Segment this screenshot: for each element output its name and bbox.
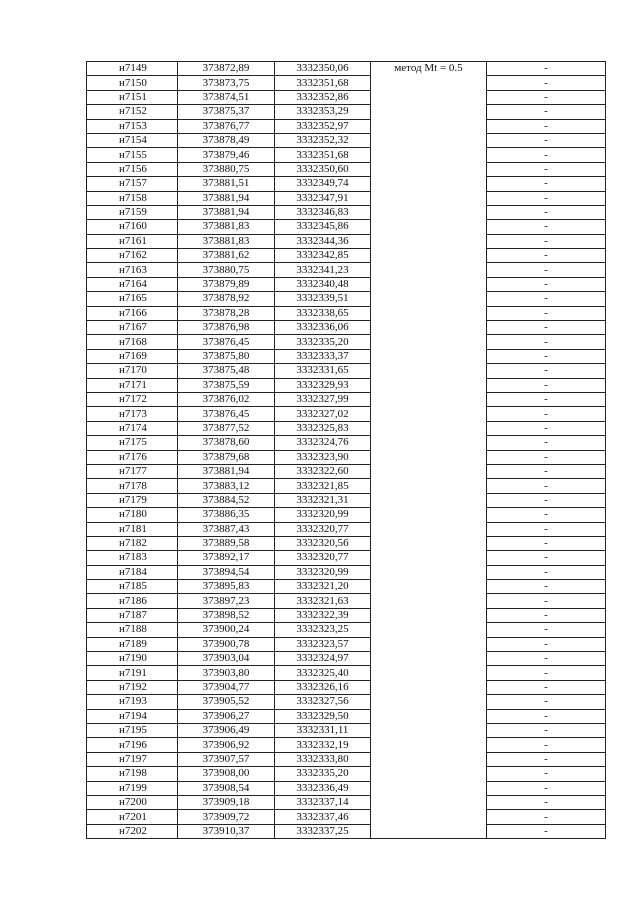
dash-cell: - [487, 464, 606, 478]
table-row [87, 421, 606, 435]
point-id-cell: н7165 [87, 292, 178, 306]
x-coordinate-cell: 373881,94 [178, 464, 275, 478]
table-row [87, 191, 606, 205]
y-coordinate-cell: 3332325,40 [275, 666, 371, 680]
y-coordinate-cell: 3332327,99 [275, 392, 371, 406]
x-coordinate-cell: 373908,00 [178, 767, 275, 781]
dash-cell: - [487, 623, 606, 637]
x-coordinate-cell: 373878,60 [178, 436, 275, 450]
x-coordinate-cell: 373881,51 [178, 177, 275, 191]
table-row [87, 738, 606, 752]
point-id-cell: н7171 [87, 378, 178, 392]
y-coordinate-cell: 3332337,46 [275, 810, 371, 824]
dash-cell: - [487, 709, 606, 723]
point-id-cell: н7201 [87, 810, 178, 824]
x-coordinate-cell: 373878,28 [178, 306, 275, 320]
x-coordinate-cell: 373878,49 [178, 133, 275, 147]
table-row [87, 407, 606, 421]
x-coordinate-cell: 373879,46 [178, 148, 275, 162]
dash-cell: - [487, 695, 606, 709]
point-id-cell: н7179 [87, 493, 178, 507]
table-row [87, 767, 606, 781]
table-row [87, 392, 606, 406]
y-coordinate-cell: 3332339,51 [275, 292, 371, 306]
x-coordinate-cell: 373906,92 [178, 738, 275, 752]
table-row [87, 652, 606, 666]
dash-cell: - [487, 234, 606, 248]
table-row [87, 119, 606, 133]
table-row [87, 752, 606, 766]
x-coordinate-cell: 373900,24 [178, 623, 275, 637]
x-coordinate-cell: 373879,68 [178, 450, 275, 464]
table-row [87, 781, 606, 795]
x-coordinate-cell: 373907,57 [178, 752, 275, 766]
x-coordinate-cell: 373878,92 [178, 292, 275, 306]
y-coordinate-cell: 3332351,68 [275, 76, 371, 90]
dash-cell: - [487, 177, 606, 191]
y-coordinate-cell: 3332327,56 [275, 695, 371, 709]
point-id-cell: н7167 [87, 321, 178, 335]
point-id-cell: н7162 [87, 249, 178, 263]
point-id-cell: н7158 [87, 191, 178, 205]
point-id-cell: н7154 [87, 133, 178, 147]
x-coordinate-cell: 373900,78 [178, 637, 275, 651]
dash-cell: - [487, 119, 606, 133]
y-coordinate-cell: 3332333,80 [275, 752, 371, 766]
point-id-cell: н7184 [87, 565, 178, 579]
y-coordinate-cell: 3332322,39 [275, 608, 371, 622]
point-id-cell: н7196 [87, 738, 178, 752]
point-id-cell: н7174 [87, 421, 178, 435]
y-coordinate-cell: 3332323,25 [275, 623, 371, 637]
point-id-cell: н7176 [87, 450, 178, 464]
table-row [87, 810, 606, 824]
x-coordinate-cell: 373881,83 [178, 234, 275, 248]
x-coordinate-cell: 373894,54 [178, 565, 275, 579]
x-coordinate-cell: 373906,49 [178, 723, 275, 737]
y-coordinate-cell: 3332325,83 [275, 421, 371, 435]
x-coordinate-cell: 373876,45 [178, 335, 275, 349]
table-row [87, 90, 606, 104]
point-id-cell: н7192 [87, 680, 178, 694]
table-row [87, 220, 606, 234]
point-id-cell: н7181 [87, 522, 178, 536]
dash-cell: - [487, 407, 606, 421]
dash-cell: - [487, 594, 606, 608]
point-id-cell: н7185 [87, 580, 178, 594]
dash-cell: - [487, 277, 606, 291]
y-coordinate-cell: 3332320,99 [275, 508, 371, 522]
dash-cell: - [487, 637, 606, 651]
x-coordinate-cell: 373877,52 [178, 421, 275, 435]
point-id-cell: н7173 [87, 407, 178, 421]
y-coordinate-cell: 3332345,86 [275, 220, 371, 234]
x-coordinate-cell: 373881,62 [178, 249, 275, 263]
table-row [87, 277, 606, 291]
dash-cell: - [487, 76, 606, 90]
dash-cell: - [487, 565, 606, 579]
point-id-cell: н7188 [87, 623, 178, 637]
x-coordinate-cell: 373889,58 [178, 536, 275, 550]
point-id-cell: н7186 [87, 594, 178, 608]
table-row [87, 623, 606, 637]
x-coordinate-cell: 373903,80 [178, 666, 275, 680]
coordinates-sheet [86, 61, 605, 839]
table-row [87, 436, 606, 450]
x-coordinate-cell: 373883,12 [178, 479, 275, 493]
y-coordinate-cell: 3332321,31 [275, 493, 371, 507]
dash-cell: - [487, 133, 606, 147]
y-coordinate-cell: 3332323,57 [275, 637, 371, 651]
point-id-cell: н7183 [87, 551, 178, 565]
dash-cell: - [487, 263, 606, 277]
point-id-cell: н7175 [87, 436, 178, 450]
x-coordinate-cell: 373880,75 [178, 162, 275, 176]
dash-cell: - [487, 349, 606, 363]
table-row [87, 522, 606, 536]
x-coordinate-cell: 373909,72 [178, 810, 275, 824]
table-row [87, 723, 606, 737]
dash-cell: - [487, 378, 606, 392]
y-coordinate-cell: 3332332,19 [275, 738, 371, 752]
dash-cell: - [487, 90, 606, 104]
dash-cell: - [487, 450, 606, 464]
x-coordinate-cell: 373906,27 [178, 709, 275, 723]
y-coordinate-cell: 3332326,16 [275, 680, 371, 694]
table-row [87, 695, 606, 709]
point-id-cell: н7189 [87, 637, 178, 651]
y-coordinate-cell: 3332321,63 [275, 594, 371, 608]
point-id-cell: н7180 [87, 508, 178, 522]
y-coordinate-cell: 3332346,83 [275, 205, 371, 219]
dash-cell: - [487, 522, 606, 536]
y-coordinate-cell: 3332336,49 [275, 781, 371, 795]
dash-cell: - [487, 162, 606, 176]
y-coordinate-cell: 3332336,06 [275, 321, 371, 335]
dash-cell: - [487, 508, 606, 522]
table-row [87, 551, 606, 565]
y-coordinate-cell: 3332340,48 [275, 277, 371, 291]
dash-cell: - [487, 608, 606, 622]
x-coordinate-cell: 373884,52 [178, 493, 275, 507]
y-coordinate-cell: 3332344,36 [275, 234, 371, 248]
dash-cell: - [487, 436, 606, 450]
y-coordinate-cell: 3332320,77 [275, 551, 371, 565]
y-coordinate-cell: 3332321,20 [275, 580, 371, 594]
dash-cell: - [487, 421, 606, 435]
dash-cell: - [487, 335, 606, 349]
y-coordinate-cell: 3332352,32 [275, 133, 371, 147]
dash-cell: - [487, 479, 606, 493]
point-id-cell: н7170 [87, 364, 178, 378]
table-row [87, 709, 606, 723]
dash-cell: - [487, 580, 606, 594]
x-coordinate-cell: 373875,80 [178, 349, 275, 363]
y-coordinate-cell: 3332337,25 [275, 824, 371, 838]
y-coordinate-cell: 3332320,99 [275, 565, 371, 579]
dash-cell: - [487, 723, 606, 737]
coordinates-table [86, 61, 606, 839]
point-id-cell: н7153 [87, 119, 178, 133]
x-coordinate-cell: 373876,45 [178, 407, 275, 421]
x-coordinate-cell: 373872,89 [178, 62, 275, 76]
table-row [87, 349, 606, 363]
dash-cell: - [487, 191, 606, 205]
dash-cell: - [487, 205, 606, 219]
point-id-cell: н7191 [87, 666, 178, 680]
y-coordinate-cell: 3332342,85 [275, 249, 371, 263]
point-id-cell: н7166 [87, 306, 178, 320]
dash-cell: - [487, 306, 606, 320]
x-coordinate-cell: 373881,94 [178, 191, 275, 205]
x-coordinate-cell: 373875,48 [178, 364, 275, 378]
x-coordinate-cell: 373879,89 [178, 277, 275, 291]
table-row [87, 594, 606, 608]
table-row [87, 378, 606, 392]
table-row [87, 824, 606, 838]
point-id-cell: н7160 [87, 220, 178, 234]
y-coordinate-cell: 3332352,97 [275, 119, 371, 133]
dash-cell: - [487, 795, 606, 809]
point-id-cell: н7169 [87, 349, 178, 363]
dash-cell: - [487, 680, 606, 694]
y-coordinate-cell: 3332347,91 [275, 191, 371, 205]
dash-cell: - [487, 666, 606, 680]
point-id-cell: н7194 [87, 709, 178, 723]
point-id-cell: н7197 [87, 752, 178, 766]
point-id-cell: н7195 [87, 723, 178, 737]
point-id-cell: н7155 [87, 148, 178, 162]
dash-cell: - [487, 62, 606, 76]
dash-cell: - [487, 824, 606, 838]
dash-cell: - [487, 738, 606, 752]
point-id-cell: н7178 [87, 479, 178, 493]
point-id-cell: н7202 [87, 824, 178, 838]
table-row [87, 234, 606, 248]
x-coordinate-cell: 373876,02 [178, 392, 275, 406]
x-coordinate-cell: 373886,35 [178, 508, 275, 522]
point-id-cell: н7200 [87, 795, 178, 809]
x-coordinate-cell: 373887,43 [178, 522, 275, 536]
table-row [87, 335, 606, 349]
point-id-cell: н7164 [87, 277, 178, 291]
dash-cell: - [487, 551, 606, 565]
dash-cell: - [487, 364, 606, 378]
table-row [87, 565, 606, 579]
y-coordinate-cell: 3332323,90 [275, 450, 371, 464]
y-coordinate-cell: 3332320,56 [275, 536, 371, 550]
point-id-cell: н7152 [87, 105, 178, 119]
table-row [87, 608, 606, 622]
x-coordinate-cell: 373904,77 [178, 680, 275, 694]
table-row [87, 205, 606, 219]
point-id-cell: н7156 [87, 162, 178, 176]
x-coordinate-cell: 373892,17 [178, 551, 275, 565]
dash-cell: - [487, 292, 606, 306]
point-id-cell: н7193 [87, 695, 178, 709]
y-coordinate-cell: 3332335,20 [275, 335, 371, 349]
method-cell: метод Mt = 0.5 [371, 62, 487, 839]
y-coordinate-cell: 3332331,11 [275, 723, 371, 737]
x-coordinate-cell: 373908,54 [178, 781, 275, 795]
table-row [87, 795, 606, 809]
dash-cell: - [487, 810, 606, 824]
y-coordinate-cell: 3332329,93 [275, 378, 371, 392]
y-coordinate-cell: 3332349,74 [275, 177, 371, 191]
table-row [87, 580, 606, 594]
dash-cell: - [487, 105, 606, 119]
table-row [87, 508, 606, 522]
y-coordinate-cell: 3332352,86 [275, 90, 371, 104]
x-coordinate-cell: 373876,98 [178, 321, 275, 335]
point-id-cell: н7198 [87, 767, 178, 781]
table-row [87, 105, 606, 119]
table-row [87, 321, 606, 335]
y-coordinate-cell: 3332335,20 [275, 767, 371, 781]
point-id-cell: н7159 [87, 205, 178, 219]
y-coordinate-cell: 3332324,97 [275, 652, 371, 666]
point-id-cell: н7149 [87, 62, 178, 76]
dash-cell: - [487, 249, 606, 263]
point-id-cell: н7187 [87, 608, 178, 622]
table-row [87, 637, 606, 651]
x-coordinate-cell: 373880,75 [178, 263, 275, 277]
x-coordinate-cell: 373895,83 [178, 580, 275, 594]
dash-cell: - [487, 536, 606, 550]
point-id-cell: н7199 [87, 781, 178, 795]
table-row [87, 133, 606, 147]
point-id-cell: н7168 [87, 335, 178, 349]
coordinates-table-body [87, 62, 606, 839]
dash-cell: - [487, 752, 606, 766]
x-coordinate-cell: 373910,37 [178, 824, 275, 838]
table-row [87, 62, 606, 76]
x-coordinate-cell: 373897,23 [178, 594, 275, 608]
y-coordinate-cell: 3332337,14 [275, 795, 371, 809]
point-id-cell: н7172 [87, 392, 178, 406]
dash-cell: - [487, 148, 606, 162]
point-id-cell: н7182 [87, 536, 178, 550]
x-coordinate-cell: 373905,52 [178, 695, 275, 709]
point-id-cell: н7151 [87, 90, 178, 104]
table-row [87, 148, 606, 162]
dash-cell: - [487, 767, 606, 781]
y-coordinate-cell: 3332338,65 [275, 306, 371, 320]
table-row [87, 536, 606, 550]
y-coordinate-cell: 3332322,60 [275, 464, 371, 478]
point-id-cell: н7150 [87, 76, 178, 90]
table-row [87, 292, 606, 306]
table-row [87, 306, 606, 320]
table-row [87, 249, 606, 263]
table-row [87, 364, 606, 378]
point-id-cell: н7163 [87, 263, 178, 277]
dash-cell: - [487, 781, 606, 795]
x-coordinate-cell: 373874,51 [178, 90, 275, 104]
x-coordinate-cell: 373881,83 [178, 220, 275, 234]
x-coordinate-cell: 373873,75 [178, 76, 275, 90]
y-coordinate-cell: 3332350,60 [275, 162, 371, 176]
table-row [87, 464, 606, 478]
table-row [87, 162, 606, 176]
table-row [87, 479, 606, 493]
x-coordinate-cell: 373875,59 [178, 378, 275, 392]
point-id-cell: н7161 [87, 234, 178, 248]
dash-cell: - [487, 321, 606, 335]
table-row [87, 76, 606, 90]
y-coordinate-cell: 3332329,50 [275, 709, 371, 723]
y-coordinate-cell: 3332333,37 [275, 349, 371, 363]
table-row [87, 680, 606, 694]
point-id-cell: н7177 [87, 464, 178, 478]
point-id-cell: н7157 [87, 177, 178, 191]
y-coordinate-cell: 3332351,68 [275, 148, 371, 162]
x-coordinate-cell: 373903,04 [178, 652, 275, 666]
x-coordinate-cell: 373909,18 [178, 795, 275, 809]
y-coordinate-cell: 3332350,06 [275, 62, 371, 76]
y-coordinate-cell: 3332353,29 [275, 105, 371, 119]
y-coordinate-cell: 3332341,23 [275, 263, 371, 277]
dash-cell: - [487, 220, 606, 234]
x-coordinate-cell: 373875,37 [178, 105, 275, 119]
dash-cell: - [487, 652, 606, 666]
point-id-cell: н7190 [87, 652, 178, 666]
table-row [87, 450, 606, 464]
table-row [87, 666, 606, 680]
y-coordinate-cell: 3332320,77 [275, 522, 371, 536]
y-coordinate-cell: 3332324,76 [275, 436, 371, 450]
table-row [87, 263, 606, 277]
x-coordinate-cell: 373881,94 [178, 205, 275, 219]
table-row [87, 177, 606, 191]
x-coordinate-cell: 373876,77 [178, 119, 275, 133]
y-coordinate-cell: 3332331,65 [275, 364, 371, 378]
dash-cell: - [487, 392, 606, 406]
x-coordinate-cell: 373898,52 [178, 608, 275, 622]
y-coordinate-cell: 3332327,02 [275, 407, 371, 421]
y-coordinate-cell: 3332321,85 [275, 479, 371, 493]
dash-cell: - [487, 493, 606, 507]
table-row [87, 493, 606, 507]
